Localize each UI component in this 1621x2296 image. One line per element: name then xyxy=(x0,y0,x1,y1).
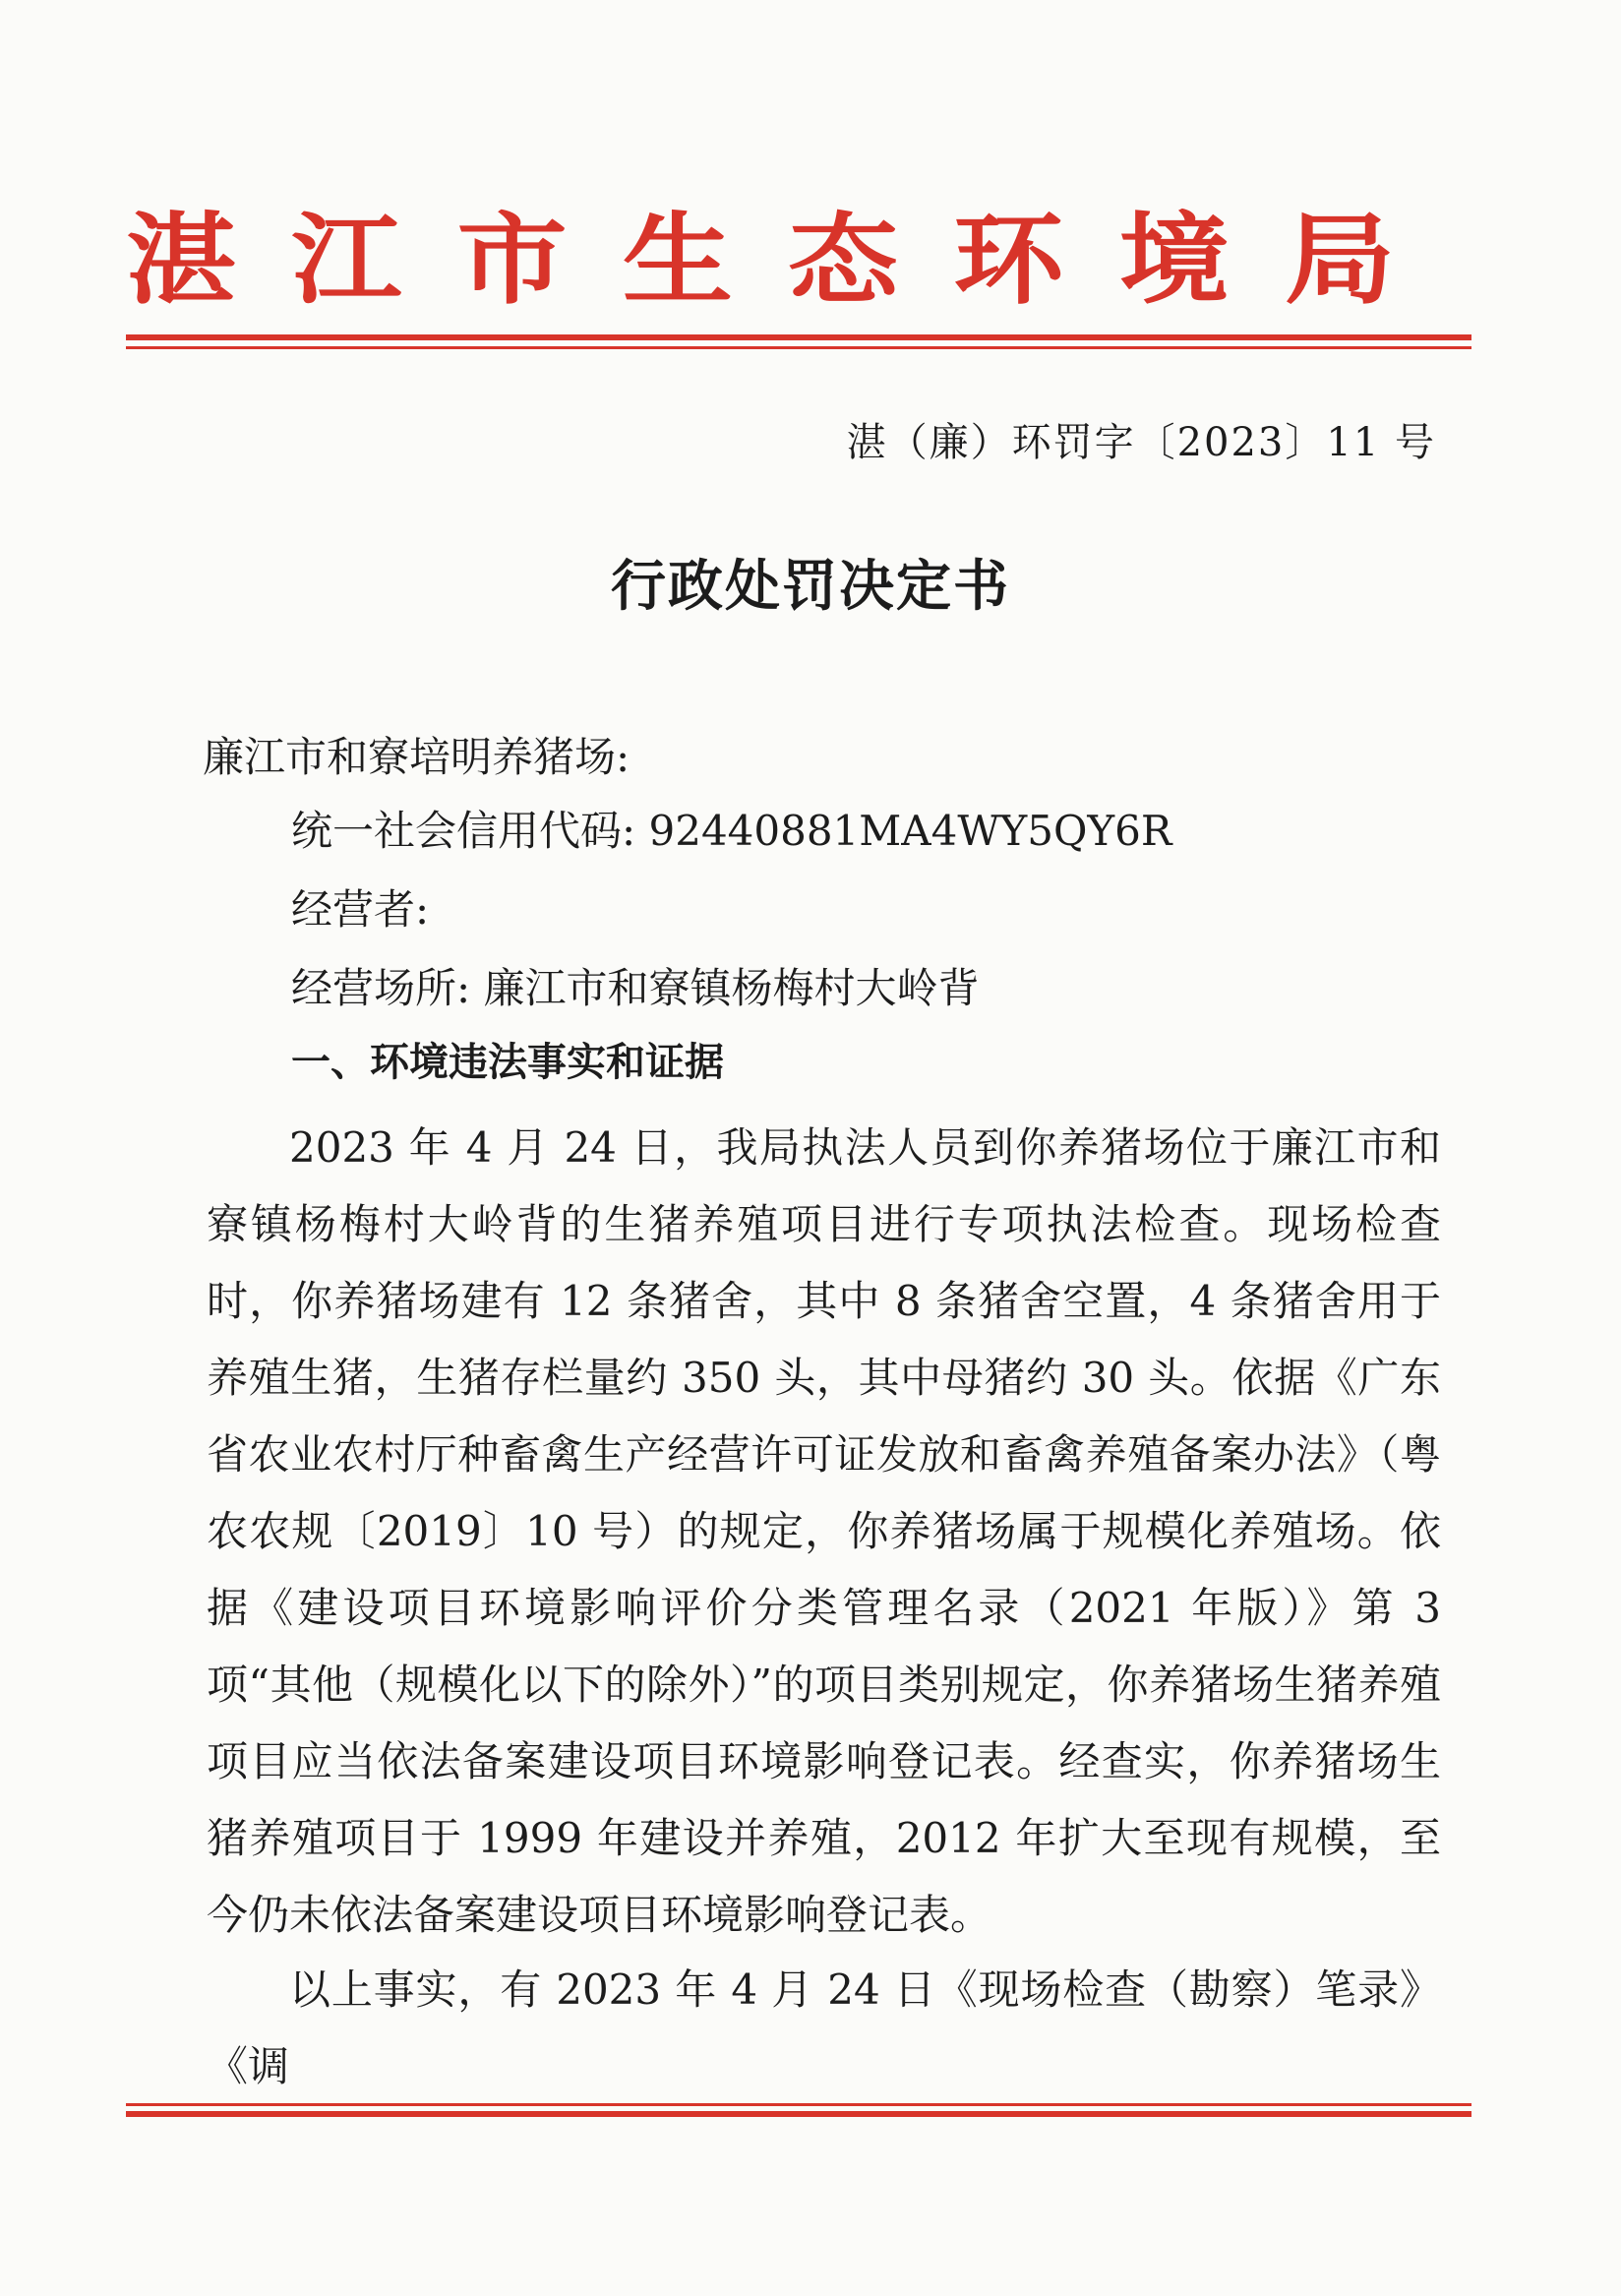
masthead-char: 环 xyxy=(953,202,1064,319)
document-title: 行政处罚决定书 xyxy=(611,554,1010,619)
premises: 经营场所: 廉江市和寮镇杨梅村大岭背 xyxy=(291,964,980,1012)
masthead-char: 湛 xyxy=(126,202,236,319)
document-number: 湛（廉）环罚字〔2023〕11 号 xyxy=(846,420,1436,465)
header-rule-thin xyxy=(126,346,1471,349)
addressee: 廉江市和寮培明养猪场: xyxy=(203,733,630,781)
header-rule-thick xyxy=(126,334,1471,340)
masthead-char: 生 xyxy=(622,202,733,319)
operator: 经营者: xyxy=(291,885,430,934)
masthead-char: 市 xyxy=(456,202,568,319)
masthead-char: 境 xyxy=(1118,202,1230,319)
facts-paragraph: 2023 年 4 月 24 日，我局执法人员到你养猪场位于廉江市和寮镇杨梅村大岭背的生猪养殖项目进行专项执法检查。现场检查时，你养猪场建有 12 条猪舍，其中 8 条猪舍空置，4 条猪舍用于养殖生猪，生猪存栏量约 350 头，其中母猪约 30 头。依据《广东省农业农村厅种畜禽生产经营许可证发放和畜禽养殖备案办法》（粤农农规〔2019〕10 号）的规定，你养猪场属于规模化养殖场。依据《建设项目环境影响评价分类管理名录（2021 年版）》第 3 项“其他（规模化以下的除外）”的项目类别规定，你养猪场生猪养殖项目应当依法备案建设项目环境影响登记表。经查实，你养猪场生猪养殖项目于 1999 年建设并养殖，2012 年扩大至现有规模，至今仍未依法备案建设项目环境影响登记表。 xyxy=(207,1123,1441,1939)
agency-masthead xyxy=(126,197,1395,325)
section-heading: 一、环境违法事实和证据 xyxy=(291,1040,724,1085)
masthead-char: 江 xyxy=(291,202,402,319)
masthead-char: 局 xyxy=(1284,202,1395,319)
footer-rule-thick xyxy=(126,2111,1471,2117)
masthead-char: 态 xyxy=(788,202,899,319)
footer-rule-thin xyxy=(126,2103,1471,2106)
evidence-paragraph: 以上事实，有 2023 年 4 月 24 日《现场检查（勘察）笔录》《调 xyxy=(207,1965,1441,2090)
credit-code: 统一社会信用代码: 92440881MA4WY5QY6R xyxy=(291,807,1172,855)
